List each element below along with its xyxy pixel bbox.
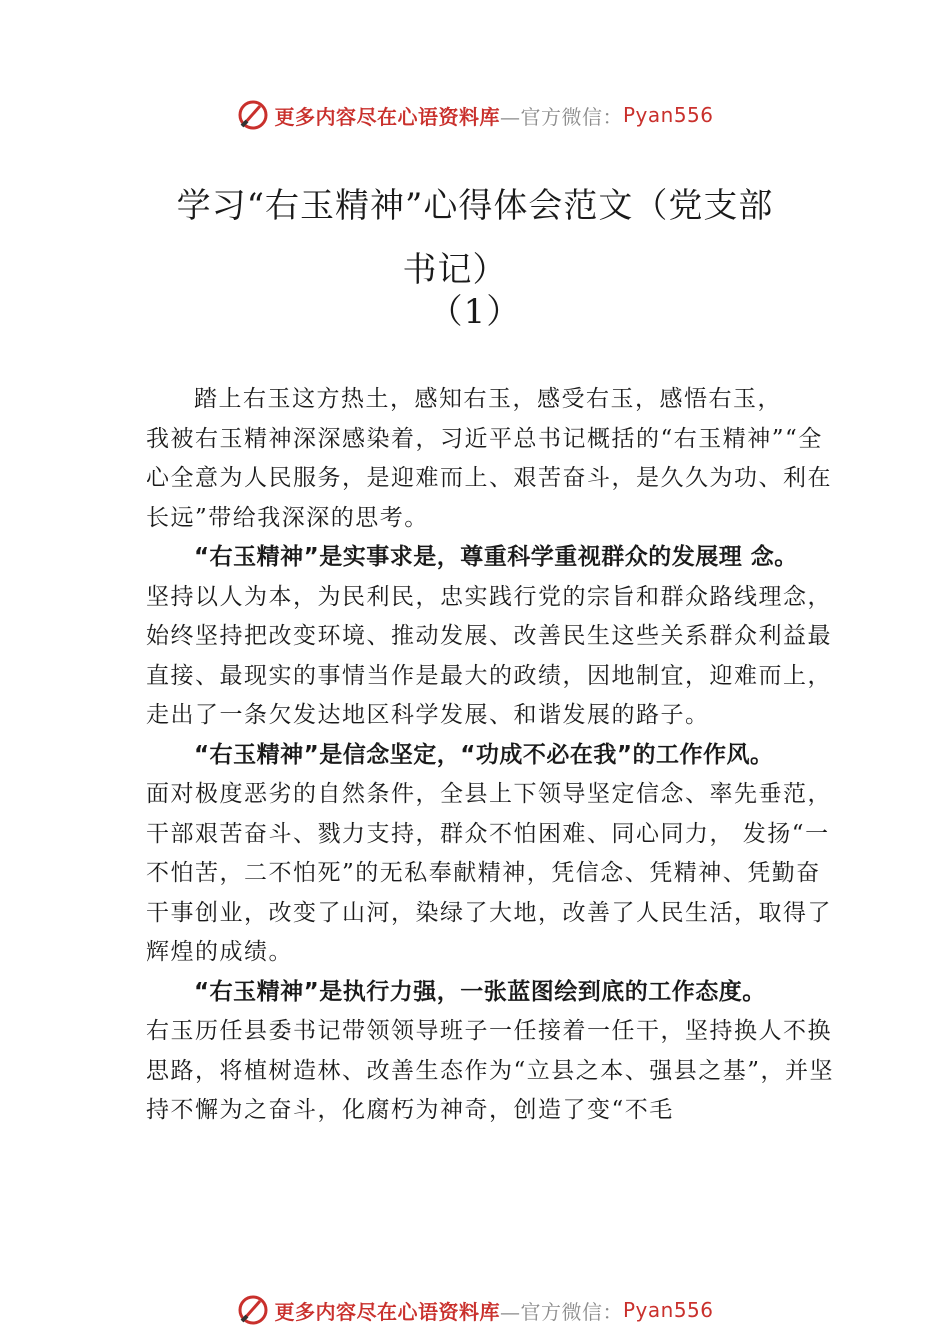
page-title-line2: 书记） xyxy=(402,250,508,290)
section-paragraph-2: 面对极度恶劣的自然条件，全县上下领导坚定信念、率先垂范，干部艰苦奋斗、戮力支持，群众不怕困难、同心同力， 发扬“一不怕苦，二不怕死”的无私奉献精神，凭信念、凭精神、凭勤奋干事创业，改变了山河，染绿了大地，改善了人民生活，取得了辉煌的成绩。 xyxy=(146,781,832,965)
section-heading-1: “右玉精神”是实事求是，尊重科学重视群众的发展理 念。 xyxy=(194,544,798,570)
section-paragraph-3: 右玉历任县委书记带领领导班子一任接着一任干，坚持换人不换思路，将植树造林、改善生态作为“立县之本、强县之基”，并坚持不懈为之奋斗，化腐朽为神奇，创造了变“不毛 xyxy=(146,1018,835,1123)
section-heading-2: “右玉精神”是信念坚定，“功成不必在我”的工作作风。 xyxy=(194,741,774,768)
section-heading-3: “右玉精神”是执行力强，一张蓝图绘到底的工作态度。 xyxy=(194,978,766,1005)
intro-line1: 踏上右玉这方热土，感知右玉，感受右玉，感悟右玉， xyxy=(194,386,782,412)
page-title-line3: （1） xyxy=(428,292,522,332)
brush-logo-icon xyxy=(236,98,270,132)
intro-paragraph: 我被右玉精神深深感染着，习近平总书记概括的“右玉精神”“全心全意为人民服务，是迎难而上、艰苦奋斗，是久久为功、利在长远”带给我深深的思考。 xyxy=(146,425,832,531)
banner-gray-text: —官方微信： xyxy=(499,1299,623,1324)
banner-gray-text: —官方微信： xyxy=(499,104,623,129)
banner-wechat-id: Pyan556 xyxy=(622,1298,714,1322)
header-banner xyxy=(0,95,950,135)
footer-banner xyxy=(0,1290,950,1330)
page-title-line1: 学习“右玉精神”心得体会范文（党支部 xyxy=(176,186,774,226)
banner-red-text: 更多内容尽在心语资料库 xyxy=(274,104,500,129)
section-paragraph-1: 坚持以人为本，为民利民，忠实践行党的宗旨和群众路线理念，始终坚持把改变环境、推动发展、改善民生这些关系群众利益最直接、最现实的事情当作是最大的政绩，因地制宜，迎难而上，走出了一条欠发达地区科学发展、和谐发展的路子。 xyxy=(146,583,832,728)
banner-red-text: 更多内容尽在心语资料库 xyxy=(274,1299,500,1324)
banner-wechat-id: Pyan556 xyxy=(622,103,714,127)
brush-logo-icon xyxy=(236,1293,270,1327)
document-body xyxy=(146,380,836,1131)
